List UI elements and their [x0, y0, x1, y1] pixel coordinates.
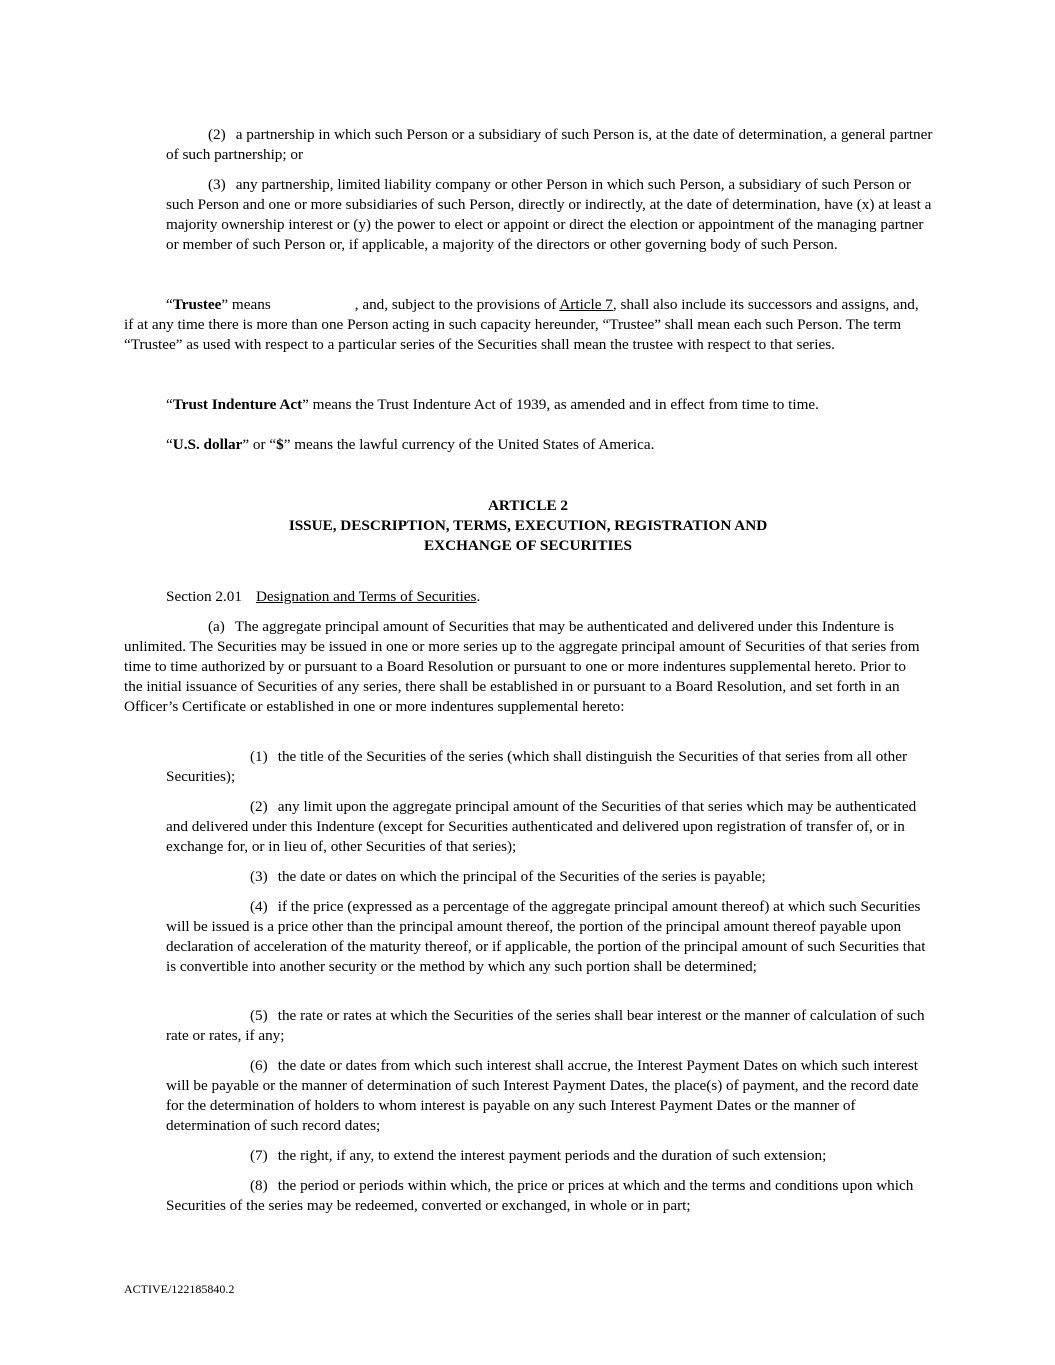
definition-us-dollar — [124, 435, 924, 455]
item-number: (5) — [250, 1007, 268, 1024]
list-item — [166, 1006, 934, 1046]
definition-text: , and, subject to the provisions of — [354, 296, 560, 313]
clause-number: (3) — [208, 176, 226, 193]
defined-term: Trustee — [172, 296, 222, 313]
section-number: Section 2.01 — [166, 588, 242, 605]
section-period: . — [476, 588, 481, 605]
list-item — [166, 747, 934, 787]
item-text: the rate or rates at which the Securities of the series shall bear interest or the manner of calculation of such rate or rates, if any; — [166, 1007, 925, 1044]
item-number: (8) — [250, 1177, 268, 1194]
item-number: (2) — [250, 798, 268, 815]
clause-text: any partnership, limited liability company or other Person in which such Person, a subsidiary of such Person or such Person and one or more subsidiaries of such Person, directly or indirectly, at the date of determination, have (x) at least a majority ownership interest or (y) the power to elect or appoint or direct the election or appointment of the managing partner or member of such Person or, if applicable, a majority of the directors or other governing body of such Person. — [166, 176, 932, 253]
item-number: (6) — [250, 1057, 268, 1074]
item-number: (1) — [250, 748, 268, 765]
definition-clause-2 — [166, 125, 934, 165]
item-text: the right, if any, to extend the interest payment periods and the duration of such extension; — [277, 1147, 827, 1164]
definition-clause-3 — [166, 175, 934, 255]
item-text: any limit upon the aggregate principal amount of the Securities of that series which may be authenticated and delivered under this Indenture (except for Securities authenticated and delivered upon registration of transfer of, or in exchange for, or in lieu of, other Securities of that series); — [166, 798, 917, 855]
defined-term: U.S. dollar — [172, 436, 243, 453]
item-text: if the price (expressed as a percentage of the aggregate principal amount thereof) at which such Securities will be issued is a price other than the principal amount thereof, the portion of the principal amount thereof payable upon declaration of acceleration of the maturity thereof, or if applicable, the portion of the principal amount of such Securities that is convertible into another security or the method by which any such portion shall be determined; — [166, 898, 926, 975]
article-title-line-1: ISSUE, DESCRIPTION, TERMS, EXECUTION, REGISTRATION AND — [288, 517, 768, 534]
item-text: the date or dates from which such interest shall accrue, the Interest Payment Dates on which such interest will be payable or the manner of determination of such Interest Payment Dates, the place(s) of payment, and the record date for the determination of holders to whom interest is payable on any such Interest Payment Dates or the manner of determination of such record dates; — [166, 1057, 919, 1134]
list-item — [166, 867, 934, 887]
definition-trust-indenture-act — [124, 395, 924, 415]
open-quote: “ — [166, 436, 173, 453]
defined-term-2: $ — [276, 436, 284, 453]
item-number: (7) — [250, 1147, 268, 1164]
definition-trustee — [124, 295, 924, 355]
definition-text: ” means the lawful currency of the United States of America. — [283, 436, 655, 453]
item-number: (3) — [250, 868, 268, 885]
article-7-reference: Article 7 — [559, 296, 613, 313]
article-number: ARTICLE 2 — [487, 497, 569, 514]
section-heading — [166, 587, 934, 607]
list-item — [166, 797, 934, 857]
item-text: the period or periods within which, the price or prices at which and the terms and conditions upon which Securities of the series may be redeemed, converted or exchanged, in whole or in part; — [166, 1177, 914, 1214]
section-title: Designation and Terms of Securities — [255, 588, 477, 605]
list-item — [166, 1176, 934, 1216]
section-paragraph-a — [124, 617, 924, 717]
paragraph-text: The aggregate principal amount of Securities that may be authenticated and delivered under this Indenture is unlimited. The Securities may be issued in one or more series up to the aggregate principal amount of Securities of that series from time to time authorized by or pursuant to a Board Resolution or pursuant to one or more indentures supplemental hereto. Prior to the initial issuance of Securities of any series, there shall be established in or pursuant to a Board Resolution, and set forth in an Officer’s Certificate or established in one or more indentures supplemental hereto: — [124, 618, 920, 715]
item-text: the title of the Securities of the series (which shall distinguish the Securities of that series from all other Securities); — [166, 748, 907, 785]
defined-term: Trust Indenture Act — [172, 396, 303, 413]
open-quote: “ — [166, 396, 173, 413]
list-item — [166, 1056, 934, 1136]
article-heading — [124, 496, 932, 556]
item-number: (4) — [250, 898, 268, 915]
clause-number: (2) — [208, 126, 226, 143]
list-item — [166, 897, 934, 977]
definition-text: , shall also include its successors and assigns, and, if at any time there is more than one Person acting in such capacity hereunder, “Trustee” shall mean each such Person. The term “Trustee” as used with respect to a particular series of the Securities shall mean the trustee with respect to that series. — [124, 296, 919, 353]
document-id-footer: ACTIVE/122185840.2 — [124, 1282, 235, 1296]
definition-text: ” means — [221, 296, 271, 313]
clause-text: a partnership in which such Person or a subsidiary of such Person is, at the date of determination, a general partner of such partnership; or — [166, 126, 933, 163]
definition-text: ” or “ — [242, 436, 277, 453]
open-quote: “ — [166, 296, 173, 313]
paragraph-number: (a) — [208, 618, 225, 635]
list-item — [166, 1146, 934, 1166]
definition-text: ” means the Trust Indenture Act of 1939, as amended and in effect from time to time. — [302, 396, 819, 413]
item-text: the date or dates on which the principal of the Securities of the series is payable; — [277, 868, 766, 885]
article-title-line-2: EXCHANGE OF SECURITIES — [424, 537, 632, 554]
